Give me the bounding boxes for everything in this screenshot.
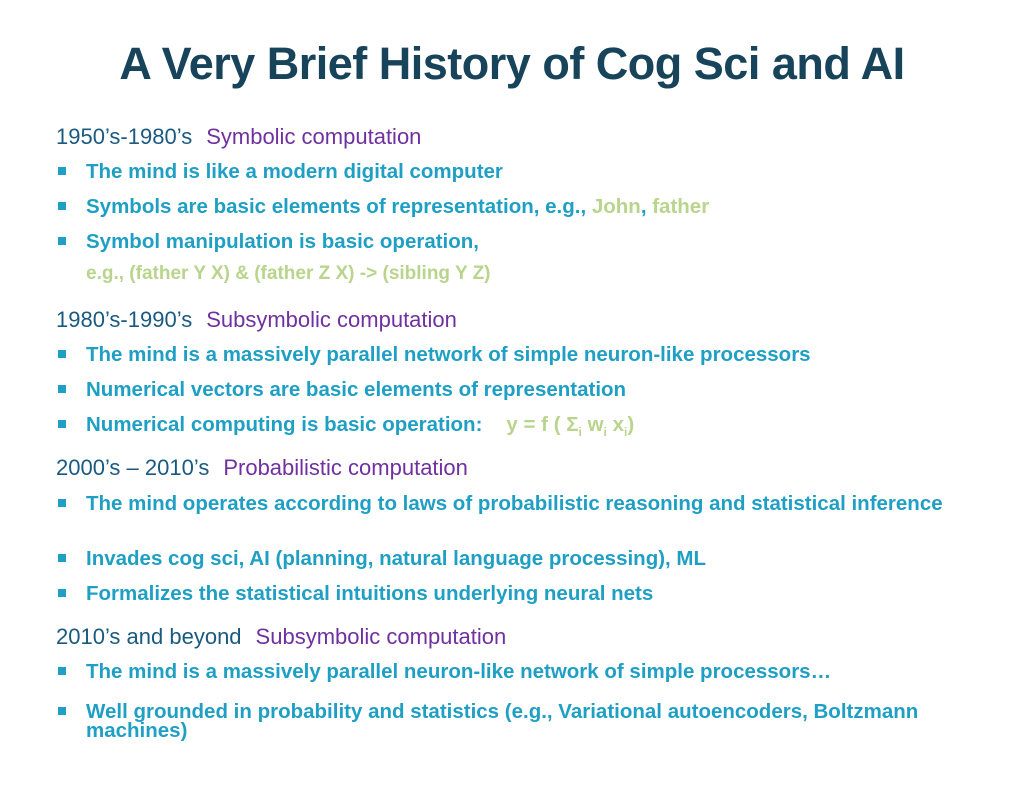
era-period: 1950’s-1980’s xyxy=(56,124,193,149)
era-period: 2010’s and beyond xyxy=(56,624,242,649)
bullet-item: Invades cog sci, AI (planning, natural language processing), ML xyxy=(58,549,968,568)
era-heading-3 xyxy=(56,455,468,481)
bullet-item: Well grounded in probability and statistics (e.g., Variational autoencoders, Boltzmann machines) xyxy=(58,702,968,740)
square-bullet-icon xyxy=(58,202,66,210)
square-bullet-icon xyxy=(58,237,66,245)
bullet-item: The mind operates according to laws of probabilistic reasoning and statistical inference xyxy=(58,494,968,513)
weighted-sum-formula: y = f ( $\Sigma_i$ $w_i$ $x_i$) xyxy=(506,413,635,440)
example-symbol: John xyxy=(591,195,641,218)
era-heading-2 xyxy=(56,307,457,333)
era-computation-type: Subsymbolic computation xyxy=(255,624,507,649)
square-bullet-icon xyxy=(58,167,66,175)
bullet-item: Symbol manipulation is basic operation, xyxy=(58,232,968,251)
square-bullet-icon xyxy=(58,589,66,597)
square-bullet-icon xyxy=(58,385,66,393)
square-bullet-icon xyxy=(58,499,66,507)
square-bullet-icon xyxy=(58,350,66,358)
era-heading-4 xyxy=(56,624,506,650)
bullet-item: Formalizes the statistical intuitions underlying neural nets xyxy=(58,584,968,603)
bullet-item: Numerical vectors are basic elements of representation xyxy=(58,380,968,399)
era-period: 2000’s – 2010’s xyxy=(56,455,210,480)
square-bullet-icon xyxy=(58,667,66,675)
square-bullet-icon xyxy=(58,420,66,428)
era-heading-1 xyxy=(56,124,421,150)
bullet-item: The mind is like a modern digital computer xyxy=(58,162,968,181)
slide-title: A Very Brief History of Cog Sci and AI xyxy=(119,38,905,89)
square-bullet-icon xyxy=(58,707,66,715)
bullet-item: Symbols are basic elements of representation, e.g., John, father xyxy=(58,197,968,216)
square-bullet-icon xyxy=(58,554,66,562)
bullet-item: The mind is a massively parallel neuron-like network of simple processors… xyxy=(58,662,968,681)
era-computation-type: Probabilistic computation xyxy=(223,455,468,480)
example-symbol: father xyxy=(652,195,710,218)
era-computation-type: Subsymbolic computation xyxy=(206,307,457,332)
era-computation-type: Symbolic computation xyxy=(206,124,422,149)
example-rule: e.g., (father Y X) & (father Z X) -> (sibling Y Z) xyxy=(86,263,491,284)
bullet-item: Numerical computing is basic operation: y = f ( $\Sigma_i$ $w_i$ $x_i$) xyxy=(58,415,968,442)
era-period: 1980’s-1990’s xyxy=(56,307,193,332)
bullet-item: The mind is a massively parallel network of simple neuron-like processors xyxy=(58,345,968,364)
